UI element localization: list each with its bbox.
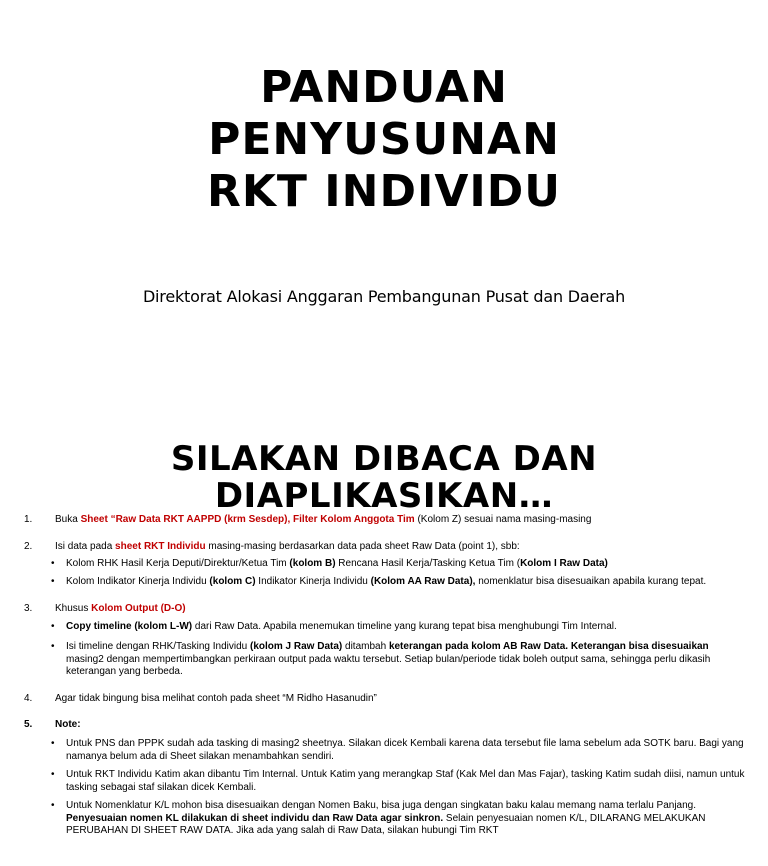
item-number: 2. (24, 541, 33, 552)
item-number: 3. (24, 603, 33, 614)
bullet-icon: • (51, 576, 55, 587)
subitem-text: • Kolom Indikator Kinerja Individu (kolom C) Indikator Kinerja Individu (Kolom AA Raw Data), nomenklatur bisa disesuaikan apabila kurang tepat. (51, 576, 707, 587)
item-number: 4. (24, 693, 33, 704)
title-line-1: PANDUAN (260, 62, 508, 113)
item-text: Buka Sheet “Raw Data RKT AAPPD (krm Sesdep), Filter Kolom Anggota Tim (Kolom Z) sesuai nama masing-masing (55, 514, 592, 525)
bullet-icon: • (51, 621, 55, 632)
subitem-text: • Untuk RKT Individu Katim akan dibantu Tim Internal. Untuk Katim yang merangkap Staf (Kak Mel dan Mas Fajar), tasking Katim sudah diisi, namun untuk tasking sebagai staf silakan dicek Kembali. (51, 769, 745, 793)
subitem-text: • Untuk PNS dan PPPK sudah ada tasking di masing2 sheetnya. Silakan dicek Kembali karena data tersebut file lama sebelum ada SOTK baru. Bagi yang namanya belum ada di Sheet silakan menambahkan sendiri. (51, 738, 744, 762)
item-text: Note: (55, 719, 81, 730)
bullet-icon: • (51, 769, 55, 780)
subitem-text: • Isi timeline dengan RHK/Tasking Individu (kolom J Raw Data) ditambah keterangan pada kolom AB Raw Data. Keterangan bisa disesuaikan masing2 dengan mempertimbangkan perkiraan output pada waktu tersebut. Setiap bulan/periode tidak boleh output sama, sehingga perlu dikasih keterangan yang berbeda. (51, 641, 711, 677)
bullet-icon: • (51, 641, 55, 652)
item-text: Agar tidak bingung bisa melihat contoh pada sheet “M Ridho Hasanudin” (55, 693, 377, 704)
subitem-text: • Kolom RHK Hasil Kerja Deputi/Direktur/Ketua Tim (kolom B) Rencana Hasil Kerja/Tasking Ketua Tim (Kolom I Raw Data) (51, 558, 608, 569)
item-text: Isi data pada sheet RKT Individu masing-masing berdasarkan data pada sheet Raw Data (point 1), sbb: (55, 541, 520, 552)
bullet-icon: • (51, 800, 55, 811)
title-line-3: RKT INDIVIDU (206, 166, 562, 217)
bullet-icon: • (51, 738, 55, 749)
document-title (0, 62, 768, 218)
section-heading-line-2: DIAPLIKASIKAN… (214, 476, 554, 516)
bullet-icon: • (51, 558, 55, 569)
item-text: Khusus Kolom Output (D-O) (55, 603, 186, 614)
subitem-text: • Copy timeline (kolom L-W) dari Raw Data. Apabila menemukan timeline yang kurang tepat bisa menghubungi Tim Internal. (51, 621, 617, 632)
section-heading-line-1: SILAKAN DIBACA DAN (170, 439, 598, 479)
section-heading (0, 441, 768, 515)
document-subtitle: Direktorat Alokasi Anggaran Pembangunan Pusat dan Daerah (142, 287, 626, 306)
subitem-text: • Untuk Nomenklatur K/L mohon bisa disesuaikan dengan Nomen Baku, bisa juga dengan singkatan baku kalau memang nama terlalu Panjang. Penyesuaian nomen KL dilakukan di sheet individu dan Raw Data agar sinkron. Selain penyesuaian nomen K/L, DILARANG MELAKUKAN PERUBAHAN DI SHEET RAW DATA. Jika ada yang salah di Raw Data, silakan hubungi Tim RKT (51, 800, 706, 836)
title-line-2: PENYUSUNAN (208, 114, 560, 165)
item-number: 5. (24, 719, 33, 730)
item-number: 1. (24, 514, 33, 525)
